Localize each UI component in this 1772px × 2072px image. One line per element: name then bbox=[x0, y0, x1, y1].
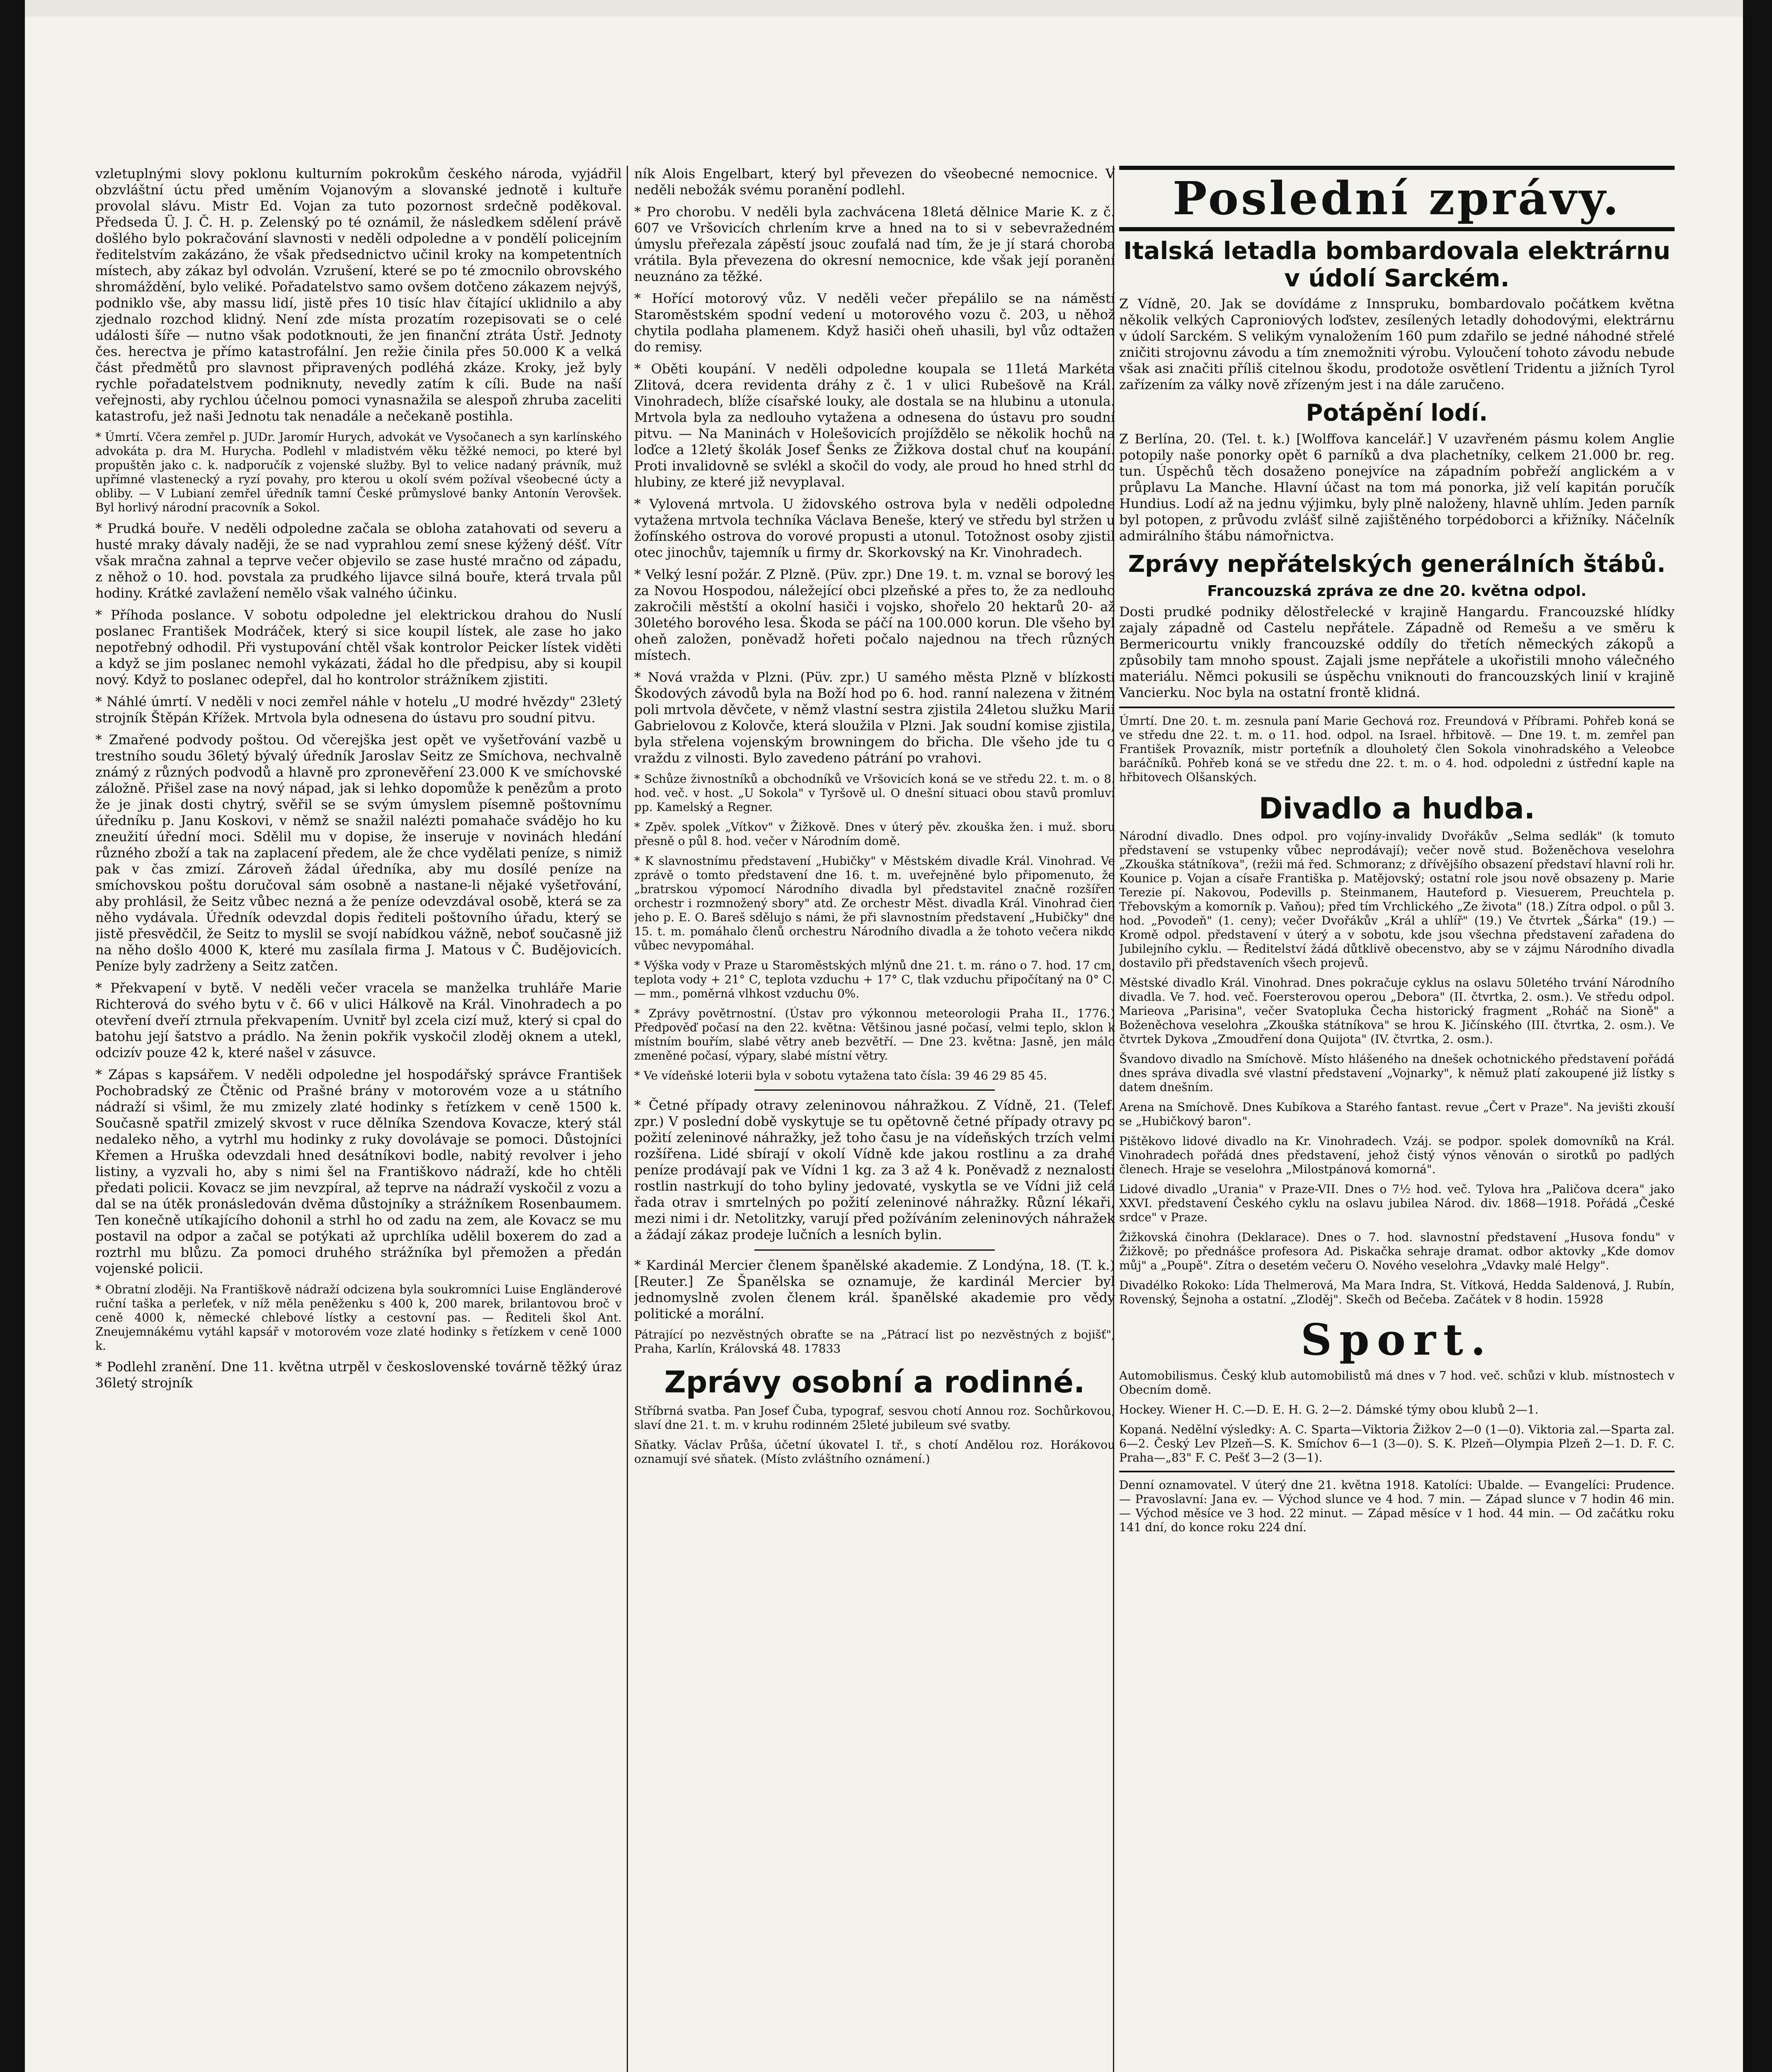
article-sudden-death: * Náhlé úmrtí. V neděli v noci zemřel náhle v hotelu „U modré hvězdy" 23letý strojník Štěpán Křížek. Mrtvola byla odnesena do ústavu pro soudní pitvu. bbox=[95, 694, 622, 726]
article-sarca: Z Vídně, 20. Jak se dovídáme z Innspruku, bombardovalo počátkem května několik velkých Caproniových loďstev, zesílených letadly dohodovými, elektrárnu v údolí Sarckém. S velikým vynaložením 160 pum zdařilo se jedné náhodné střelé zničiti strojovnu závodu a tím znemožniti výrobu. Vyloučení tohoto závodu nebude však asi značiti příliš citelnou škodu, prodotože osvětlení Tridentu a jižních Tyrol zařízením za války nově zřízeným jest i na dále zaručeno. bbox=[1119, 296, 1675, 392]
divider bbox=[1119, 1471, 1675, 1472]
article-vinohrady-theatre: Městské divadlo Král. Vinohrad. Dnes pokračuje cyklus na oslavu 50letého trvání Národního divadla. Ve 7. hod. več. Foersterovou operou „Debora" (II. čtvrtka, 2. osm.). Ve středu odpol. Marieova „Parisina", večer Svatopluka Čecha historický fragment „Roháč na Sioně" a Boženěchova veselohra „Zkouška státníkova" se hrou K. Jičínského (III. čtvrtka, 2. osm.). Ve čtvrtek Dykova „Zmoudření dona Quijota" (IV. čtvrtka, 2. osm.). bbox=[1119, 976, 1675, 1046]
article-illness: * Pro chorobu. V neděli byla zachvácena 18letá dělnice Marie K. z č. 607 ve Vršovicích chrlením krve a hned na to si v sebevražedném úmyslu přeřezala zápěstí jsouc zoufalá nad tím, že je jí stará choroba vrátila. Byla převezena do okresní nemocnice, kde však její poranění neuznáno za těžké. bbox=[634, 204, 1115, 284]
article-storm: * Prudká bouře. V neděli odpoledne začala se obloha zatahovati od severu a husté mraky dávaly naději, že se nad vyprahlou zemí snese kýžený déšť. Vítr však mračna zahnal a teprve večer objevilo se zase husté mračno od západu, z něhož o 10. hod. povstala za prudkého lijavce silná bouře, která trvala půl hodiny. Krátké zavlažení nemělo však valného účinku. bbox=[95, 520, 622, 601]
headline-italian-planes: Italská letadla bombardovala elektrárnu v údolí Sarckém. bbox=[1123, 237, 1670, 292]
personal-news-heading: Zprávy osobní a rodinné. bbox=[664, 1365, 1085, 1399]
article-bathing: * Oběti koupání. V neděli odpoledne koupala se 11letá Markéta Zlitová, dcera revidenta dráhy z č. 1 v ulici Rubešově na Král. Vinohradech, blíže císařské louky, ale dostala se na hlubinu a utonula. Mrtvola byla za nedlouho vytažena a odnesena do ústavu pro soudní pitvu. — Na Maninách v Holešovicích projíždělo se několik hochů na loďce a 12letý školák Josef Šenks ze Žižkova dostal chuť na koupání. Proti invalidovně se svlékl a skočil do vody, ale proud ho hned strhl do hlubiny, ze které již nevyplaval. bbox=[634, 361, 1115, 490]
article-weather: * Zprávy povětrnostní. (Ústav pro výkonnou meteorologii Praha II., 1776.) Předpověď počasí na den 22. května: Většinou jasné počasí, velmi teplo, sklon k místním bouřím, slabé větry aneb bezvětří. — Dne 23. května: Jasně, jen málo zmeněné počasí, výpary, slabé místní větry. bbox=[634, 1007, 1115, 1063]
article-zizkov-drama: Žižkovská činohra (Deklarace). Dnes o 7. hod. slavnostní představení „Husova fondu" v Žižkově; po přednášce profesora Ad. Piskačka sehraje dramat. odbor aktovky „Kde domov můj" a „Poupě". Zítra o desetém večeru O. Nového veselohra „Vdavky malé Helgy". bbox=[1119, 1230, 1675, 1272]
column-2 bbox=[634, 166, 1115, 2072]
column-1 bbox=[95, 166, 622, 2072]
column-3 bbox=[1119, 166, 1675, 2072]
article-water-level: * Výška vody v Praze u Staroměstských mlýnů dne 21. t. m. ráno o 7. hod. 17 cm, teplota vody + 21° C, teplota vzduchu + 17° C, tlak vzduchu připočítaný na 0° C. — mm., poměrná vlhkost vzduchu 0%. bbox=[634, 959, 1115, 1000]
scan-right-edge bbox=[1743, 0, 1772, 2072]
article-meeting: * Schůze živnostníků a obchodníků ve Vršovicích koná se ve středu 22. t. m. o 8. hod. več. v host. „U Sokola" v Tyršově ul. O dnešní situaci obou stavů promluví pp. Kamelský a Regner. bbox=[634, 772, 1115, 814]
headline-french-report: Francouzská zpráva ze dne 20. května odpol. bbox=[1207, 583, 1587, 600]
article-paragraph: vzletuplnými slovy poklonu kulturním pokrokům českého národa, vyjádřil obzvláštní úctu před uměním Vojanovým a slovanské jednotě i kultuře provolal slávu. Mistr Ed. Vojan za tuto pozornost srdečně poděkoval. Předseda Ü. J. Č. H. p. Zelenský po té oznámil, že následkem sdělení právě došlého bylo pokračování slavnosti v neděli odpoledne a v pondělí policejním ředitelstvím zakázáno, že však předsednictvo učinil kroky na kompetentních místech, aby zákaz byl odvolán. Vzrušení, které se po té zmocnilo obrovského shromáždění, bylo veliké. Pořadatelstvo samo ovšem dotčeno zákazem nejvýš, podniklo vše, aby massu lidí, jistě přes 10 tisíc hlav čítající uklidnilo a aby zjednalo rozchod klidný. Není zde místa prozatím rozepisovati se o celé události šíře — nutno však podotknouti, že jen finanční ztráta Ústř. Jednoty čes. herectva je přímo katastrofální. Jen režie činila přes 50.000 K a velká část předmětů pro slavnost připravených podléhá zkáze. Kroky, jež byly rychle pořadatelstvem podniknuty, nevedly zatím k cíli. Bude na naší veřejnosti, aby rychlou účelnou pomoci vynasnažila se alespoň zhruba zaceliti katastrofu, jež naši Jednotu tak nenadále a nečekaně postihla. bbox=[95, 166, 622, 424]
headline-sinkings: Potápění lodí. bbox=[1306, 399, 1488, 426]
article-rokoko: Divadélko Rokoko: Lída Thelmerová, Ma Mara Indra, St. Vítková, Hedda Saldenová, J. Rubín, Rovenský, Šejnoha a ostatní. „Zloděj". Skečh od Bečeba. Začátek v 8 hodin. 15928 bbox=[1119, 1278, 1675, 1306]
divider bbox=[1119, 707, 1675, 708]
article-french: Dosti prudké podniky dělostřelecké v krajině Hangardu. Francouzské hlídky zajaly západně od Castelu nepřátele. Západně od Remešu a ve směru k Bermericourtu vnikly francouzské oddíly do třetích německých zákopů a způsobily tam mnoho spoust. Zajali jsme nepřátele a ukořistili mnoho válečného materiálu. Němci pokusili se úspěchu vniknouti do francouzských linií v krajině Vancierku. Noc byla na ostatní frontě klidná. bbox=[1119, 604, 1675, 700]
daily-almanac: Denní oznamovatel. V úterý dne 21. května 1918. Katolíci: Ubalde. — Evangelíci: Prudence. — Pravoslavní: Jana ev. — Východ slunce ve 4 hod. 7 min. — Západ slunce v 7 hodin 46 min. — Východ měsíce ve 3 hod. 22 minut. — Západ měsíce v 1 hod. 44 min. — Od začátku roku 141 dní, do konce roku 224 dní. bbox=[1119, 1478, 1675, 1534]
article-deaths: Úmrtí. Dne 20. t. m. zesnula paní Marie Gechová roz. Freundová v Příbrami. Pohřeb koná se ve středu dne 22. t. m. o 11. hod. odpol. na Israel. hřbitově. — Dne 19. t. m. zemřel pan František Provazník, mistr porteťník a dlouholetý člen Sokola vinohradského a Veleobce baráčníků. Pohřeb koná se ve středu dne 22. t. m. o 4. hod. odpoledni z ústřední kaple na hřbitovech Olšanských. bbox=[1119, 714, 1675, 784]
article-football: Kopaná. Nedělní výsledky: A. C. Sparta—Viktoria Žižkov 2—0 (1—0). Viktoria zal.—Sparta zal. 6—2. Český Lev Plzeň—S. K. Smíchov 6—1 (3—0). S. K. Plzeň—Olympia Plzeň 2—1. D. F. C. Praha—„83" F. C. Pešť 3—2 (3—1). bbox=[1119, 1423, 1675, 1464]
article-continued: ník Alois Engelbart, který byl převezen do všeobecné nemocnice. V neděli nebožák svému poranění podlehl. bbox=[634, 166, 1115, 198]
article-arena: Arena na Smíchově. Dnes Kubíkova a Starého fantast. revue „Čert v Praze". Na jevišti zkouší se „Hubičkový baron". bbox=[1119, 1100, 1675, 1128]
article-urania: Lidové divadlo „Urania" v Praze-VII. Dnes o 7½ hod. več. Tylova hra „Paličova dcera" jako XXVI. představení Českého cyklu na oslavu jubilea Národ. div. 1868—1918. Pořádá „České srdce" v Praze. bbox=[1119, 1182, 1675, 1224]
article-forest-fire: * Velký lesní požár. Z Plzně. (Püv. zpr.) Dne 19. t. m. vznal se borový les za Novou Hospodou, náležející obci plzeňské a přes to, že za nedlouho zakročili městští a okolní hasiči i vojsko, shořelo 20 hektarů 20- až 30letého borového lesa. Škoda se páčí na 100.000 korun. Dle všeho byl oheň založen, poněvadž hořeti počalo najednou na třech různých místech. bbox=[634, 566, 1115, 663]
article-silver-wedding: Stříbrná svatba. Pan Josef Čuba, typograf, sesvou chotí Annou roz. Sochůrkovou, slaví dne 21. t. m. v kruhu rodinném 25leté jubileum své svatby. bbox=[634, 1404, 1115, 1432]
scan-left-edge bbox=[0, 0, 25, 2072]
article-hockey: Hockey. Wiener H. C.—D. E. H. G. 2—2. Dámské týmy obou klubů 2—1. bbox=[1119, 1403, 1539, 1416]
article-surprise: * Překvapení v bytě. V neděli večer vracela se manželka truhláře Marie Richterová do svého bytu v č. 66 v ulici Hálkově na Král. Vinohradech a po otevření dveří ztrnula překvapením. Uvnitř byl zcela cizí muž, který si cpal do batohu její šatstvo a prádlo. Na ženin pokřik vyskočil zloděj oknem a utekl, odcizív pouze 42 k, které našel v zásuvce. bbox=[95, 980, 622, 1060]
article-deputy: * Příhoda poslance. V sobotu odpoledne jel elektrickou drahou do Nuslí poslanec František Modráček, který si sice koupil lístek, ale zase ho jako nepotřebný odhodil. Při vystupování chtěl však kontrolor Peicker lístek viděti a když se jim poslanec nemohl vykázati, žádal ho dle předpisu, aby si koupil nový. Když to poslanec odepřel, dal ho kontrolor strážníkem zjistiti. bbox=[95, 607, 622, 687]
article-pickpocket: * Zápas s kapsářem. V neděli odpoledne jel hospodářský správce František Pochobradský ze Čtěnic od Prašné brány v motorovém voze a u státního nádraží si všiml, že mu zmizely zlaté hodinky s řetízkem v ceně 1500 k. Současně spatřil zmizelý skvost v ruce dělníka Szendova Kovacze, který stál nedaleko něho, a vytrhl mu hodinky z ruky dovolávaje se pomoci. Důstojníci Křemen a Hruška odevzdali hned desátníkovi bodle, nabitý revolver i jeho listiny, a vyzvali ho, aby s nimi šel na Františkovo nádraží, kde ho chtěli předati policii. Kovacz se jim nevzpíral, až teprve na nádraží vyskočil z vozu a dal se na útěk pronásledován dvěma důstojníky a strážníkem Rosenbaumem. Ten konečně utíkajícího dohonil a strhl ho od zadu na zem, ale Kovacz se mu postavil na odpor a začal se potýkati až uprchlíka udělil boxerem do zad a roztrhl mu blůzu. Za pomoci druhého strážníka byl přemožen a předán vojenské policii. bbox=[95, 1067, 622, 1276]
column-rule bbox=[627, 166, 628, 2072]
article-pistek-theatre: Pištěkovo lidové divadlo na Kr. Vinohradech. Vzáj. se podpor. spolek domovníků na Král. Vinohradech pořádá dnes představení, jehož čistý výnos věnován o sirotků po padlých členech. Hraje se veselohra „Milostpánová komorná". bbox=[1119, 1134, 1675, 1176]
article-marriages: Sňatky. Václav Průša, účetní úkovatel I. tř., s chotí Andělou roz. Horákovou oznamují své sňatek. (Místo zvláštního oznámení.) bbox=[634, 1438, 1115, 1466]
article-choir: * Zpěv. spolek „Vítkov" v Žižkově. Dnes v úterý pěv. zkouška žen. i muž. sboru přesně o půl 8. hod. večer v Národním domě. bbox=[634, 820, 1115, 848]
article-thieves: * Obratní zloději. Na Františkově nádraží odcizena byla soukromníci Luise Engländerové ruční taška a perleťek, v níž měla peněženku s 400 k, 200 marek, brilantovou broč v ceně 4000 k, německé chlebové lístky a cestovní pas. — Řediteli škol Ant. Zneujemnákému vytáhl kapsář v motorovém voze zlaté hodinky s řetízkem v ceně 1000 k. bbox=[95, 1283, 622, 1353]
scan-top-margin bbox=[0, 0, 1772, 17]
theatre-heading: Divadlo a hudba. bbox=[1258, 792, 1535, 825]
divider bbox=[754, 1249, 995, 1251]
article-automobile: Automobilismus. Český klub automobilistů má dnes v 7 hod. več. schůzi v klub. místnostech v Obecním domě. bbox=[1119, 1369, 1675, 1397]
sport-heading: Sport. bbox=[1300, 1314, 1493, 1365]
article-injury: * Podlehl zranění. Dne 11. května utrpěl v československé továrně těžký úraz 36letý strojník bbox=[95, 1359, 622, 1391]
article-obituary: * Úmrtí. Včera zemřel p. JUDr. Jaromír Hurych, advokát ve Vysočanech a syn karlínského advokáta p. dra M. Hurycha. Podlehl v mladistvém věku těžké nemoci, po které byl propuštěn jako c. k. nadporučík z vojenské služby. Byl to velice nadaný právník, muž upřímné vlastenecký a ryzí povahy, pro kterou u okolí svém požíval všeobecné úcty a obliby. — V Lubianí zemřel úředník tamní České průmyslové banky Antonín Verovšek. Byl horlivý národní pracovník a Sokol. bbox=[95, 430, 622, 514]
article-poisoning: * Četné případy otravy zeleninovou náhražkou. Z Vídně, 21. (Telef. zpr.) V poslední době vyskytuje se tu opětovně četné případy otravy po požití zeleninové náhražky, jež toho času je na vídeňských trzích velmi rozšířena. Lidé sbírají v okolí Vídně kde jakou rostlinu a za drahé peníze prodávají pak ve Vídni 1 kg. za 3 až 4 k. Poněvadž z neznalosti rostlin nastrkují do toho byliny jedovaté, vyskytla se ve Vídni již celá řada otrav i smrtelných po požití zeleninové náhražky. Různí lékaři, mezi nimi i dr. Netolitzky, varují před požíváním zeleninových náhražek a žádají zákaz prodeje lučních a lesních bylin. bbox=[634, 1097, 1115, 1242]
divider bbox=[754, 1089, 995, 1091]
headline-enemy-staffs: Zprávy nepřátelských generálních štábů. bbox=[1128, 551, 1666, 578]
article-fraud: * Zmařené podvody poštou. Od včerejška jest opět ve vyšetřování vazbě u trestního soudu 36letý bývalý úředník Jaroslav Seitz ze Smíchova, nechvalně známý z různých podvodů a hlavně pro zpronevěření 23.000 K ve smíchovské záložně. Přišel zase na nový nápad, jak si lehko dopomůže k penězům a proto že je jinak dosti chytrý, svěřil se se svým úmyslem písemně poštovnímu úředníku p. Janu Koskovi, v němž se snažil nalézti pomahače svádějo ho ku zneužití úřední moci. Sdělil mu v dopise, že inseruje v novinách hledání různého zboží a tak na zaplacení předem, ale že chce vydělati peníze, s nimiž pak v čas zmizí. Zároveň žádal úředníka, aby mu dosílé peníze na smíchovskou poštu doručoval sám osobně a nastane-li nějaké vyšetřování, aby prohlásil, že Seitz vůbec nezná a že peníze odevzdával osobě, která se za něho vydávala. Úředník odevzdal dopis řediteli poštovního úřadu, který se jistě přesvědčil, že Seitz to myslil se svojí nabídkou vážně, neboť současně již na něho došlo 4000 K, které mu zasílala firma J. Matous v Č. Budějovicích. Peníze byly zadrženy a Seitz zatčen. bbox=[95, 732, 622, 974]
article-body-recovered: * Vylovená mrtvola. U židovského ostrova byla v neděli odpoledne vytažena mrtvola techníka Václava Beneše, který ve středu byl stržen u žofínského ostrova do vorové propusti a utonul. Totožnost osoby zjistil otec jinochův, tajemník u firmy dr. Skorkovský na Kr. Vinohradech. bbox=[634, 496, 1115, 560]
article-svanda-theatre: Švandovo divadlo na Smíchově. Místo hlášeného na dnešek ochotnického představení pořádá dnes správa divadla své vlastní představení „Vojnarky", k němuž platí zakoupené již lístky s datem dnešním. bbox=[1119, 1052, 1675, 1094]
article-hubicka: * K slavnostnímu představení „Hubičky" v Městském divadle Král. Vinohrad. Ve zprávě o tomto představení dne 16. t. m. uveřejněné bylo připomenuto, že „bratrskou výpomocí Národního divadla byl představitel značně rozšířen orchestr i rozmnožený sbory" atd. Ze orchestr Měst. divadla Král. Vinohrad čien jeho p. E. O. Bareš sdělujo s námi, že při slavnostním představení „Hubičky" dne 15. t. m. pomáhalo členů orchestru Národního divadla a že tohoto večera nikdo vůbec nevypomáhal. bbox=[634, 854, 1115, 952]
article-lottery: * Ve vídeňské loterii byla v sobotu vytažena tato čísla: 39 46 29 85 45. bbox=[634, 1069, 1047, 1082]
latest-news-flag: Poslední zprávy. bbox=[1119, 166, 1675, 231]
ad-missing: Pátrající po nezvěstných obraťte se na „Pátrací list po nezvěstných z bojišť", Praha, Karlín, Královská 48. 17833 bbox=[634, 1328, 1115, 1356]
article-murder: * Nová vražda v Plzni. (Püv. zpr.) U samého města Plzně v blízkosti Škodových závodů byla na Boží hod po 6. hod. ranní nalezena v žitném poli mrtvola děvčete, v němž vlastní sestra zjistila 24letou služku Marii Gabrielovou z Kolovče, která sloužila v Plzni. Jak soudní komise zjistila, byla střelena vojenským browningem do břicha. Dle všeho jde tu o vraždu z vilnosti. Bylo zavedeno pátrání po vrahovi. bbox=[634, 669, 1115, 766]
article-uboats: Z Berlína, 20. (Tel. t. k.) [Wolffova kancelář.] V uzavřeném pásmu kolem Anglie potopily naše ponorky opět 6 parníků a dva plachetníky, celkem 21.000 br. reg. tun. Úspěchů těch dosaženo ponejvíce na západním pobřeží anglickém a v průplavu La Manche. Hlavní účast na tom má ponorka, již velí kapitán poručík Hundius. Lodí až na jednu výjimku, byly plně naloženy, hlavně uhlím. Jeden parník byl potopen, z průvodu zvlášť silně zajištěného torpédoborci a křižníky. Náčelník admirálního štábu námořnictva. bbox=[1119, 431, 1675, 544]
article-burning-car: * Hořící motorový vůz. V neděli večer přepálilo se na náměstí Staroměstském spodní vedení u motorového vozu č. 203, u něhož chytila podlaha plamenem. Když hasiči oheň uhasili, byl vůz odtažen do remisy. bbox=[634, 290, 1115, 355]
article-mercier: * Kardinál Mercier členem španělské akademie. Z Londýna, 18. (T. k.) [Reuter.] Ze Španělska se oznamuje, že kardinál Mercier byl jednomyslně zvolen členem král. španělské akademie pro vědy politické a morální. bbox=[634, 1257, 1115, 1322]
article-national-theatre: Národní divadlo. Dnes odpol. pro vojíny-invalidy Dvořákův „Selma sedlák" (k tomuto představení se vstupenky vůbec neprodávají); večer nově stud. Boženěchova veselohra „Zkouška státníkova", (režii má řed. Schmoranz; z dřívějšího obsazení představí hlavní roli hr. Kounice p. Vojan a císaře Františka p. Matějovský; ostatní role jsou nově obsazeny p. Marie Terezie pí. Nakovou, Podevills p. Steinmanem, Hauteford p. Viesuerem, Preuchtela p. Třebovským a komorník p. Vaňou); před tím Vrchlického „Ze života" (18.) Zítra odpol. o půl 3. hod. „Povodeň" (1. ceny); večer Dvořákův „Král a uhlíř" (19.) Ve čtvrtek „Šárka" (19.) — Kromě odpol. představení v úterý a v sobotu, kde jsou všechna představení zařadena do Jubilejního cyklu. — Ředitelství žádá důtklivě obecenstvo, aby se v zájmu Národního divadla dostavilo při představeních všech projevů. bbox=[1119, 829, 1675, 970]
